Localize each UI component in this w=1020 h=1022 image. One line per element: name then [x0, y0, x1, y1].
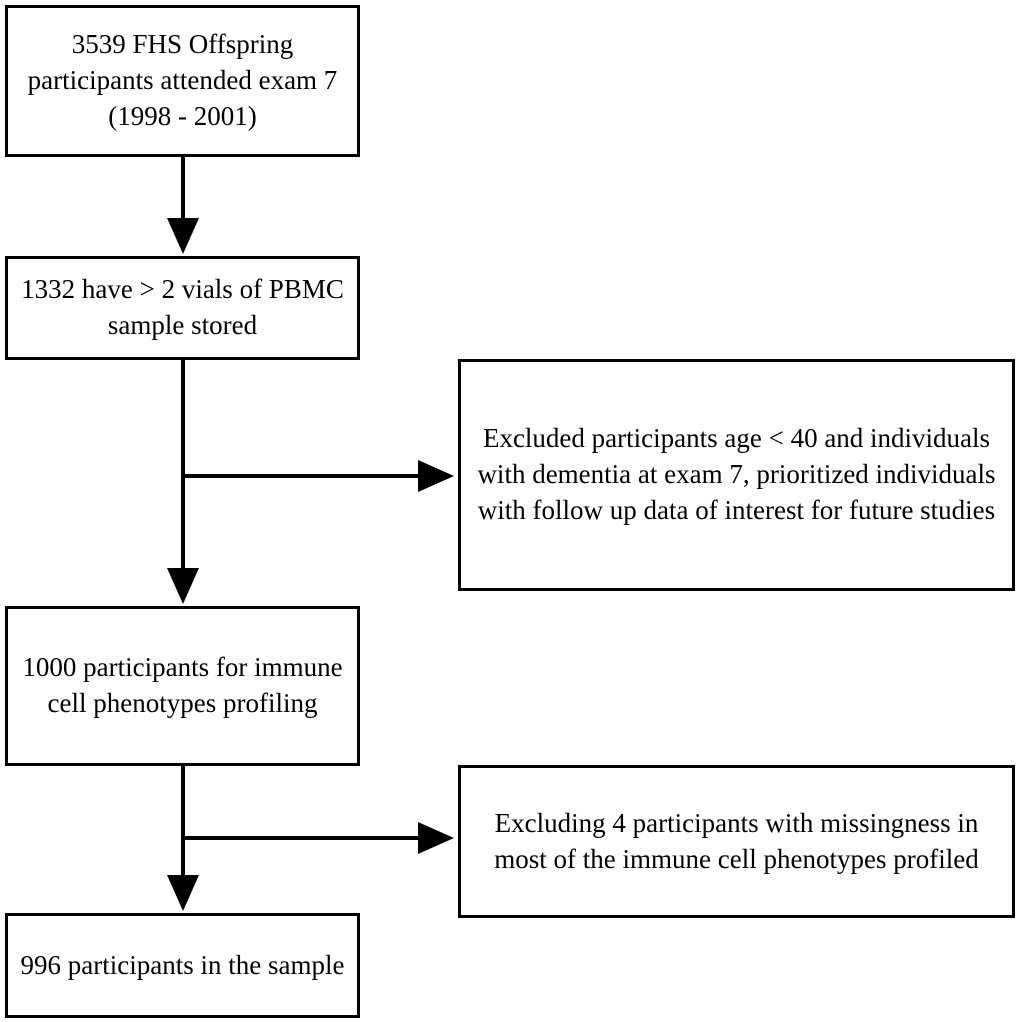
node-profiling-label: 1000 participants for immune cell phenotypes profiling — [22, 652, 343, 718]
node-excluded-missingness-label: Excluding 4 participants with missingness in most of the immune cell phenotypes profiled — [494, 807, 979, 874]
node-attended — [5, 5, 360, 157]
node-attended-label: 3539 FHS Offspring participants attended exam 7 (1998 - 2001) — [27, 29, 338, 131]
node-excluded-missingness — [458, 765, 1015, 918]
node-final-sample — [5, 913, 360, 1018]
node-profiling — [5, 606, 360, 766]
node-vials — [5, 256, 360, 360]
node-excluded-criteria — [458, 359, 1015, 591]
node-final-sample-label: 996 participants in the sample — [20, 949, 345, 980]
node-excluded-criteria-label: Excluded participants age < 40 and individuals with dementia at exam 7, prioritized individuals with follow up data of interest for future studies — [477, 423, 996, 525]
node-vials-label: 1332 have > 2 vials of PBMC sample stored — [21, 274, 344, 340]
